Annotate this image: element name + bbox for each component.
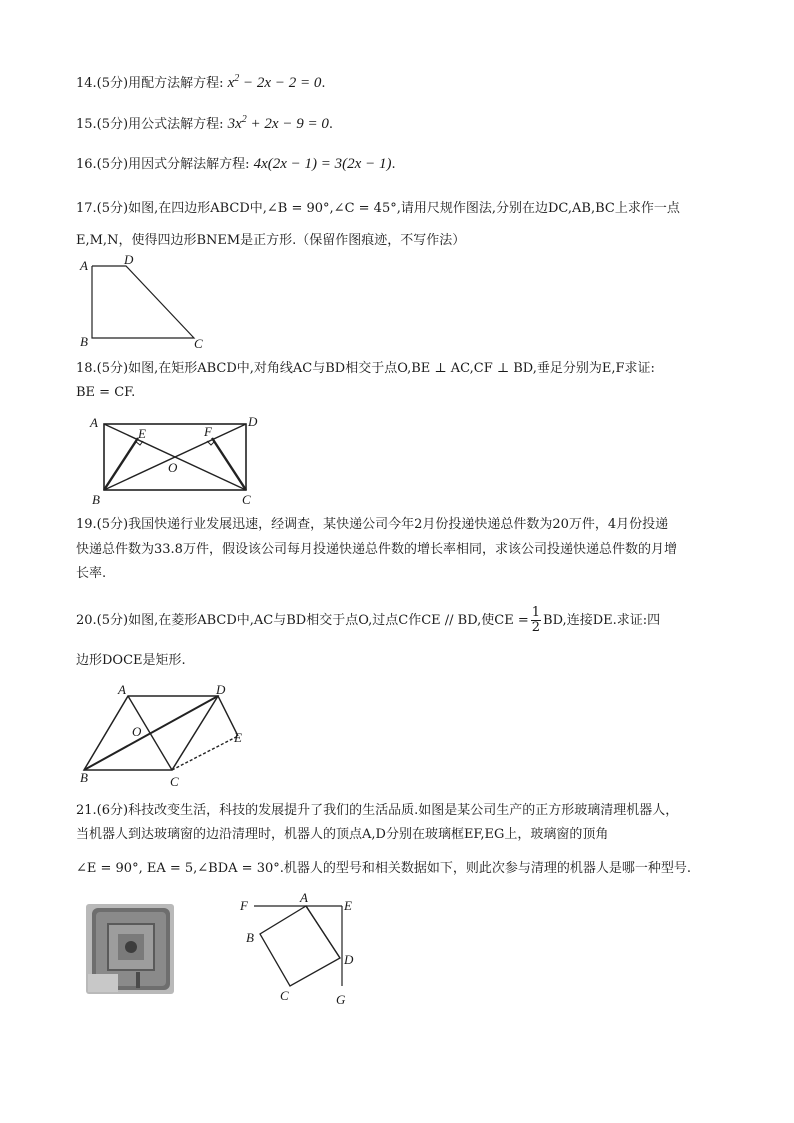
- figure-17-trapezoid: [76, 252, 216, 351]
- problem-19-line-1: 19.(5分)我国快递行业发展迅速，经调查，某快递公司今年2月份投递快递总件数为20万件，4月份投递: [76, 517, 669, 532]
- fig18-label-o: O: [168, 460, 178, 475]
- problem-20-line-1: [76, 606, 734, 636]
- fig18-label-c: C: [242, 492, 251, 507]
- fig21-label-e: E: [344, 898, 352, 913]
- fig21-label-b: B: [246, 930, 254, 945]
- fig17-label-a: A: [80, 258, 88, 273]
- problem-15-equation: $3x^2 + 2x - 9 = 0$: [227, 114, 329, 132]
- figure-20-rhombus: [76, 680, 266, 790]
- fig18-label-d: D: [248, 414, 258, 429]
- fig21-label-d: D: [344, 952, 354, 967]
- fig20-label-b: B: [80, 770, 88, 785]
- problem-16-tail: .: [391, 157, 396, 172]
- fig17-label-b: B: [80, 334, 88, 349]
- problem-15-text: 15.(5分)用公式法解方程:: [76, 117, 224, 132]
- figure-21-robot-diagram: [238, 890, 378, 1010]
- problem-21-line-1: 21.(6分)科技改变生活，科技的发展提升了我们的生活品质.如图是某公司生产的正方形玻璃清理机器人，: [76, 803, 679, 818]
- figure-18-rectangle: [86, 410, 266, 510]
- problem-15: [76, 115, 734, 134]
- problem-14: [76, 74, 734, 93]
- problem-16: [76, 155, 734, 174]
- robot-photo: [86, 904, 174, 994]
- problem-18-line-2: BE = CF.: [76, 385, 136, 400]
- fig20-label-e: E: [234, 730, 242, 745]
- problem-20-line-2: 边形DOCE是矩形.: [76, 653, 186, 668]
- fig18-label-f: F: [204, 424, 212, 439]
- problem-21-line-2: 当机器人到达玻璃窗的边沿清理时，机器人的顶点A,D分别在玻璃框EF,EG上，玻璃窗的顶角: [76, 827, 609, 842]
- problem-16-text: 16.(5分)用因式分解法解方程:: [76, 157, 250, 172]
- problem-14-text: 14.(5分)用配方法解方程:: [76, 76, 224, 91]
- fig21-label-g: G: [336, 992, 346, 1007]
- fig21-label-f: F: [240, 898, 248, 913]
- problem-17-line-2: E,M,N，使得四边形BNEM是正方形.（保留作图痕迹，不写作法）: [76, 233, 466, 248]
- problem-16-equation: 4x(2x − 1) = 3(2x − 1): [253, 156, 392, 172]
- problem-15-tail: .: [328, 117, 333, 132]
- problem-21-line-3: ∠E = 90°, EA = 5,∠BDA = 30°.机器人的型号和相关数据如下，则此次参与清理的机器人是哪一种型号.: [76, 861, 692, 876]
- fig17-label-c: C: [194, 336, 203, 351]
- problem-20-text-a: 20.(5分)如图,在菱形ABCD中,AC与BD相交于点O,过点C作CE // BD,使CE =: [76, 613, 529, 628]
- fig20-label-d: D: [216, 682, 226, 697]
- fig18-label-e: E: [138, 426, 146, 441]
- fig20-label-o: O: [132, 724, 142, 739]
- fig18-label-b: B: [92, 492, 100, 507]
- fig18-label-a: A: [90, 415, 98, 430]
- problem-20-text-b: BD,连接DE.求证:四: [543, 613, 661, 628]
- fig20-label-c: C: [170, 774, 179, 789]
- problem-18-line-1: 18.(5分)如图,在矩形ABCD中,对角线AC与BD相交于点O,BE ⊥ AC,CF ⊥ BD,垂足分别为E,F求证:: [76, 361, 655, 376]
- problem-19-line-3: 长率.: [76, 566, 107, 581]
- fig21-label-a: A: [300, 890, 308, 905]
- fig21-label-c: C: [280, 988, 289, 1003]
- problem-17-line-1: 17.(5分)如图,在四边形ABCD中,∠B = 90°,∠C = 45°,请用尺规作图法,分别在边DC,AB,BC上求作一点: [76, 201, 680, 216]
- fig20-label-a: A: [118, 682, 126, 697]
- fig17-label-d: D: [124, 252, 134, 267]
- problem-14-equation: $x^2 - 2x - 2 = 0$: [227, 73, 322, 91]
- problem-14-tail: .: [321, 76, 326, 91]
- problem-20-fraction: $\frac{1}{2}$: [531, 605, 541, 635]
- problem-19-line-2: 快递总件数为33.8万件，假设该公司每月投递快递总件数的增长率相同，求该公司投递快递总件数的月增: [76, 542, 677, 557]
